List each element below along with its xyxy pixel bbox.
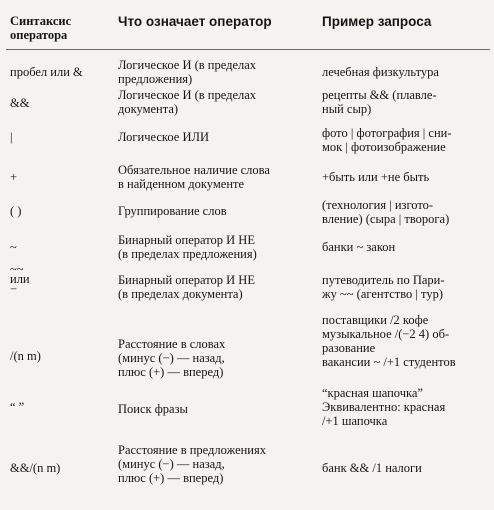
row-syntax: “ ” <box>10 400 25 414</box>
header-example: Пример запроса <box>322 14 432 29</box>
row-example: рецепты && (плавле- ный сыр) <box>322 88 437 116</box>
row-meaning: Расстояние в словах (минус (−) — назад, плюс (+) — вперед) <box>118 337 226 379</box>
row-syntax: | <box>10 130 13 144</box>
header-syntax: Синтаксис оператора <box>10 14 72 42</box>
row-example: банк && /1 налоги <box>322 461 422 475</box>
row-syntax: ~ <box>10 240 17 254</box>
row-example: банки ~ закон <box>322 240 396 254</box>
row-meaning: Логическое И (в пределах предложения) <box>118 58 257 86</box>
row-meaning: Бинарный оператор И НЕ (в пределах предложения) <box>118 233 257 261</box>
row-example: “красная шапочка” Эквивалентно: красная /+1 шапочка <box>322 386 446 428</box>
row-meaning: Расстояние в предложениях (минус (−) — назад, плюс (+) — вперед) <box>118 443 266 485</box>
row-syntax: пробел или & <box>10 65 83 79</box>
row-syntax: &&/(n m) <box>10 461 61 475</box>
row-meaning: Бинарный оператор И НЕ (в пределах документа) <box>118 273 255 301</box>
row-syntax: && <box>10 96 30 110</box>
row-syntax: + <box>10 170 18 184</box>
row-example: +быть или +не быть <box>322 170 430 184</box>
row-example: (технология | изгото- вление) (сыра | творога) <box>322 198 450 226</box>
row-meaning: Логическое И (в пределах документа) <box>118 88 257 116</box>
row-example: лечебная физкультура <box>322 65 439 79</box>
header-separator <box>6 49 490 50</box>
row-syntax: ~~ или − <box>10 262 30 296</box>
row-syntax: /(n m) <box>10 349 41 363</box>
header-meaning: Что означает оператор <box>118 14 272 29</box>
row-example: фото | фотография | сни- мок | фотоизображение <box>322 126 452 154</box>
row-meaning: Логическое ИЛИ <box>118 130 209 144</box>
row-example: поставщики /2 кофе музыкальное /(−2 4) об- разование вакансии ~ /+1 студентов <box>322 313 456 369</box>
row-example: путеводитель по Пари- жу ~~ (агентство | тур) <box>322 273 445 301</box>
row-meaning: Обязательное наличие слова в найденном документе <box>118 163 270 191</box>
row-syntax: ( ) <box>10 204 22 218</box>
row-meaning: Группирование слов <box>118 204 227 218</box>
row-meaning: Поиск фразы <box>118 402 188 416</box>
